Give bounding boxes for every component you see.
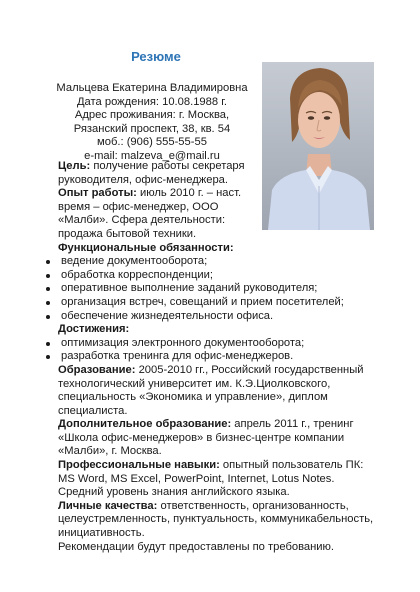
extra-education-label: Дополнительное образование: xyxy=(58,418,232,431)
qualities-text: ответственность, организованность, целеустремленность, пунктуальность, коммуникабельность, инициативность. xyxy=(58,499,374,540)
list-item: оптимизация электронного документооборота; xyxy=(53,337,378,351)
extra-education-section xyxy=(58,418,378,459)
skills-label: Профессиональные навыки: xyxy=(58,459,220,472)
birth-date: Дата рождения: 10.08.1988 г. xyxy=(76,95,228,108)
qualities-section xyxy=(58,500,378,541)
education-label: Образование: xyxy=(58,363,136,376)
experience-section xyxy=(58,187,258,241)
address-line-2: Рязанский проспект, 38, кв. 54 xyxy=(73,122,231,135)
education-section xyxy=(58,364,378,418)
achievements-list xyxy=(53,337,378,364)
goal-section xyxy=(58,160,258,187)
email: e-mail: malzeva_e@mail.ru xyxy=(84,149,220,162)
list-item: оперативное выполнение заданий руководителя; xyxy=(53,282,378,296)
skills-section xyxy=(58,459,378,500)
list-item: обеспечение жизнедеятельности офиса. xyxy=(53,310,378,324)
extra-education-text: апрель 2011 г., тренинг «Школа офис-менеджеров» в бизнес-центре компании «Малби», г. Москва. xyxy=(58,418,354,458)
list-item: ведение документооборота; xyxy=(53,255,378,269)
list-item: разработка тренинга для офис-менеджеров. xyxy=(53,350,378,364)
goal-text: получение работы секретаря руководителя, офис-менеджера. xyxy=(58,160,245,186)
duties-heading: Функциональные обязанности: xyxy=(58,241,234,254)
goal-label: Цель: xyxy=(58,160,91,172)
list-item: обработка корреспонденции; xyxy=(53,269,378,283)
address-line-1: Адрес проживания: г. Москва, xyxy=(74,109,230,122)
qualities-label: Личные качества: xyxy=(58,499,158,512)
resume-body xyxy=(58,160,378,554)
phone: моб.: (906) 555-55-55 xyxy=(97,136,207,149)
experience-label: Опыт работы: xyxy=(58,187,137,200)
list-item: организация встреч, совещаний и прием посетителей; xyxy=(53,296,378,310)
duties-list xyxy=(53,255,378,323)
contact-header xyxy=(46,82,258,164)
skills-text: опытный пользователь ПК: MS Word, MS Excel, PowerPoint, Internet, Lotus Notes. Средний уровень знания английского языка. xyxy=(58,459,364,499)
achievements-heading: Достижения: xyxy=(58,323,130,336)
references-note: Рекомендации будут предоставлены по требованию. xyxy=(58,540,335,553)
full-name: Мальцева Екатерина Владимировна xyxy=(56,82,248,94)
resume-title: Резюме xyxy=(131,49,181,64)
education-text: 2005-2010 гг., Российский государственный технологический университет им. К.Э.Циолковского, специальность «Экономика и управление», диплом специалиста. xyxy=(58,363,364,417)
experience-text: июль 2010 г. – наст. время – офис-менеджер, ООО «Малби». Сфера деятельности: продажа бытовой техники. xyxy=(58,187,242,240)
